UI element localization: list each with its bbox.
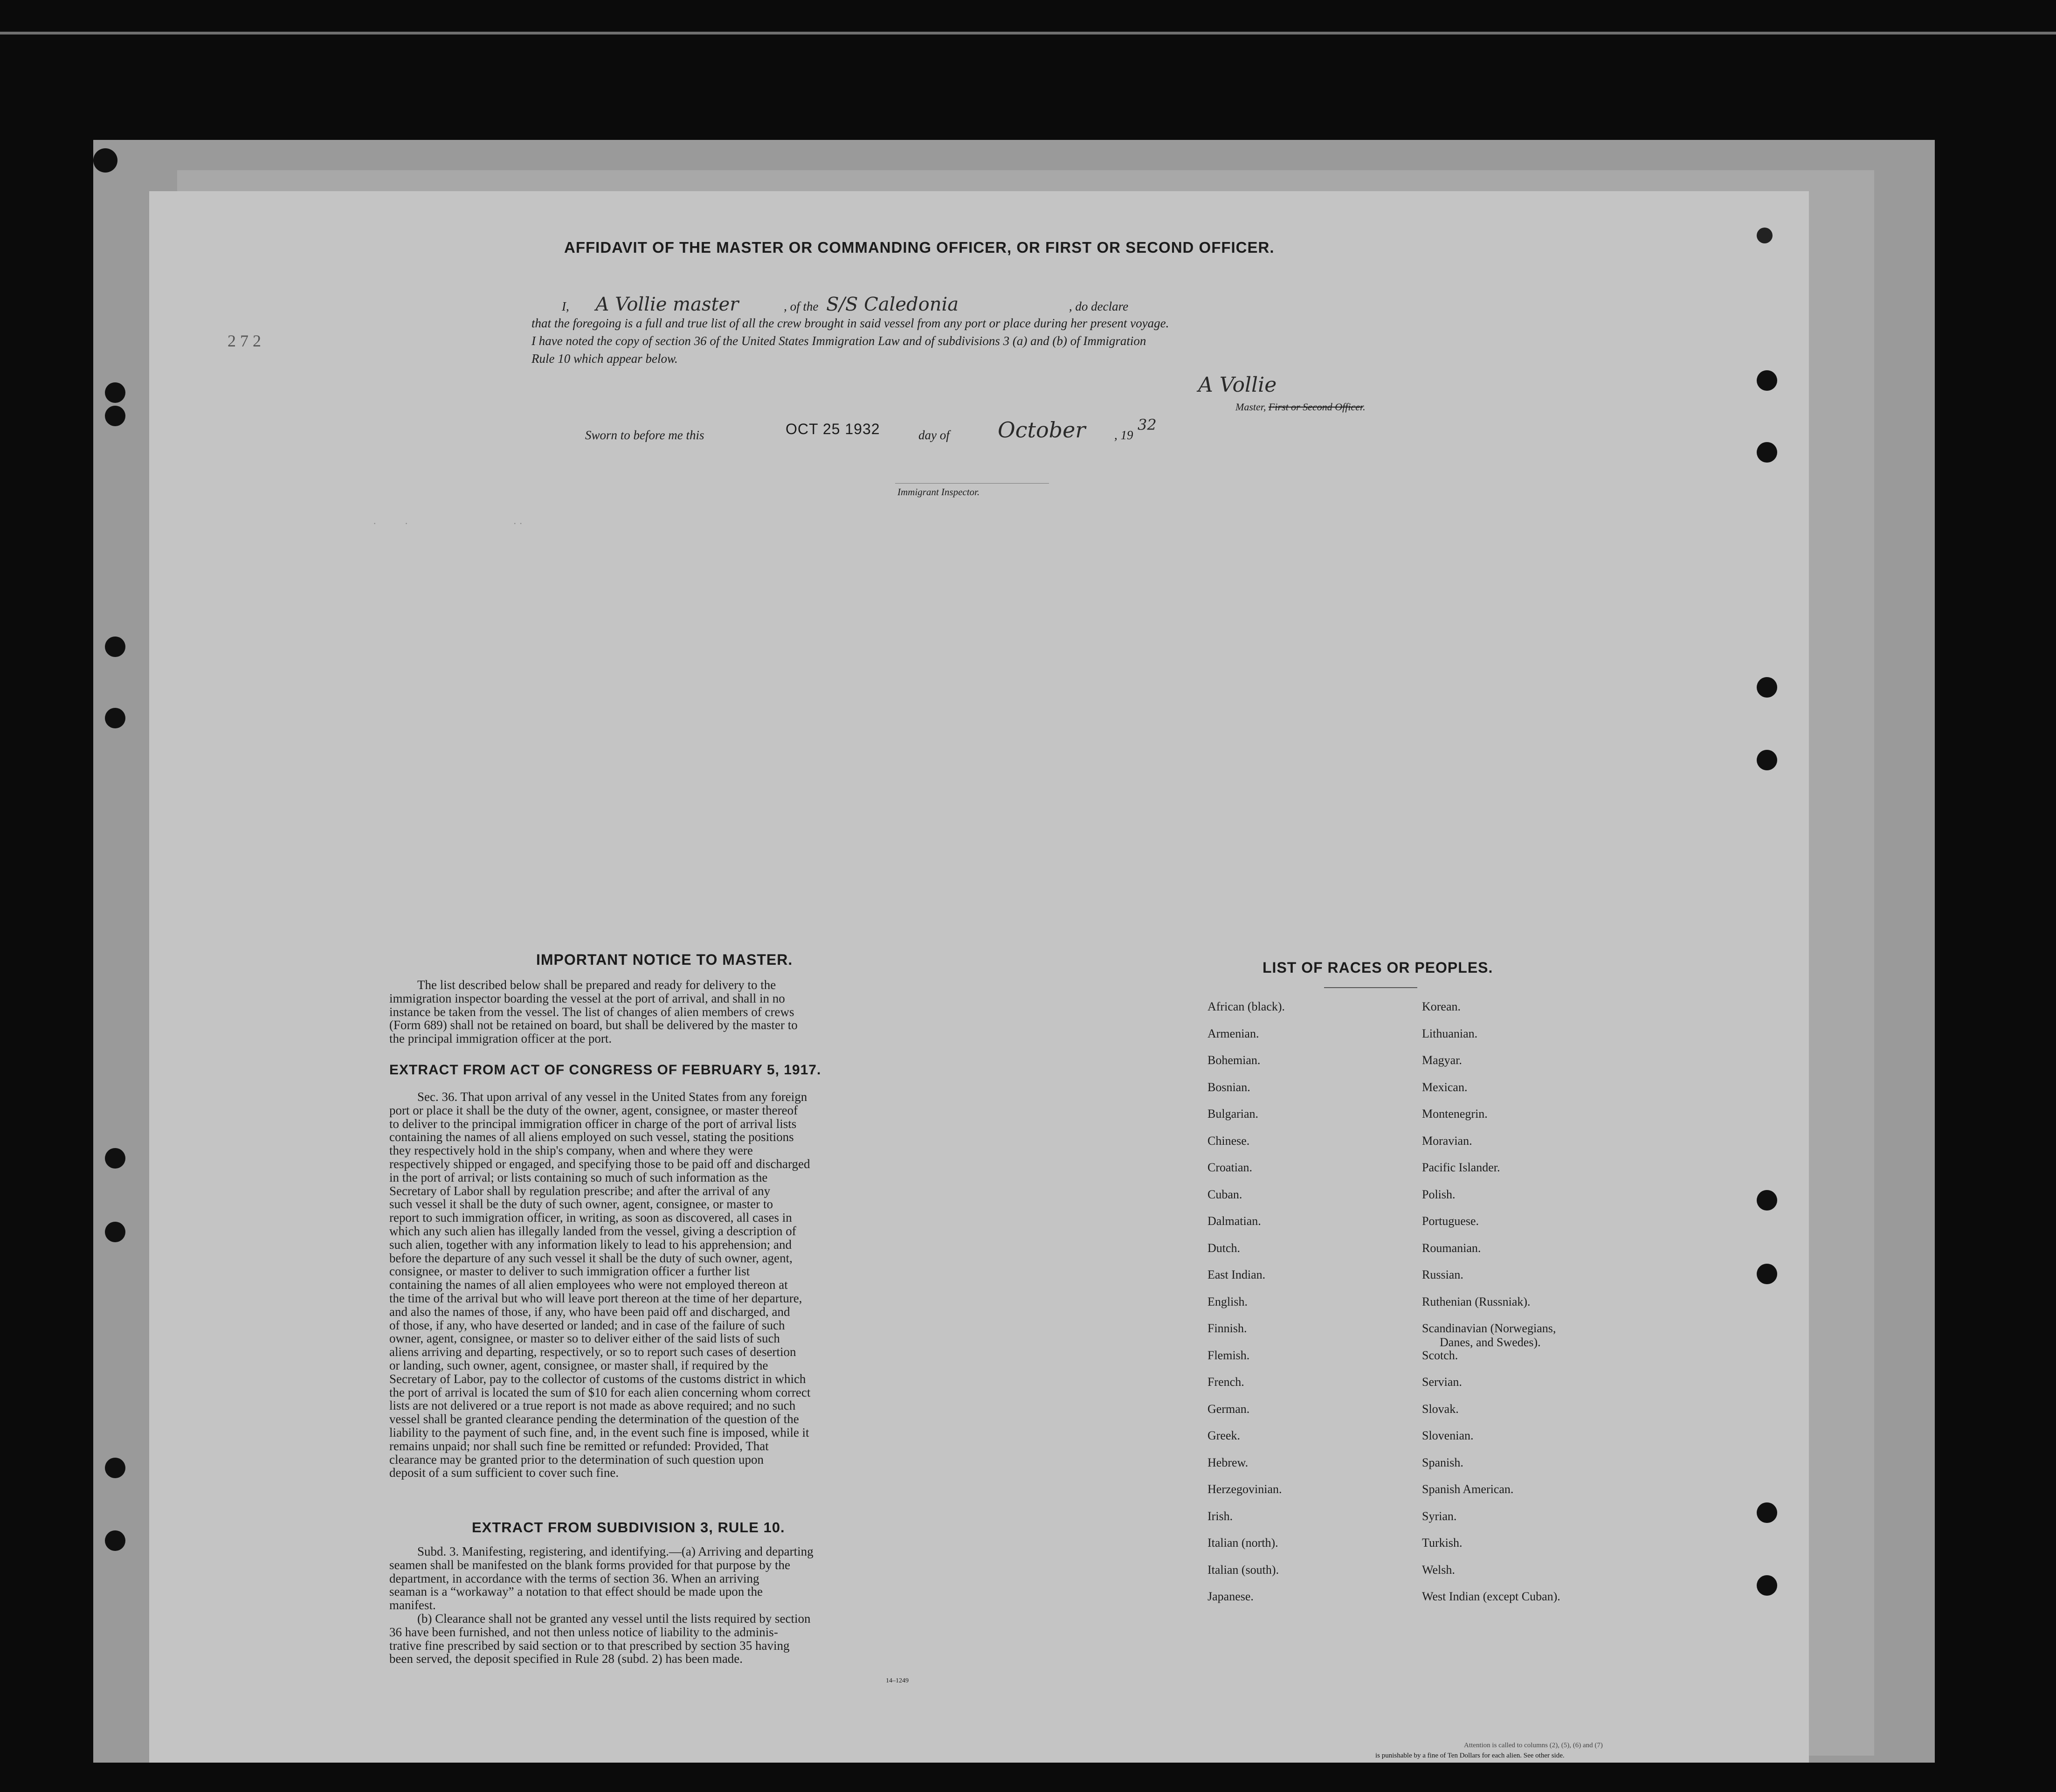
race-item: French. xyxy=(1207,1375,1244,1389)
race-item: Lithuanian. xyxy=(1422,1026,1478,1040)
affidavit-line-3: I have noted the copy of section 36 of the United States Immigration Law and of subdivisions 3 (a) and (b) of Immigration xyxy=(531,334,1146,348)
race-item: Cuban. xyxy=(1207,1187,1242,1201)
binder-hole-icon xyxy=(105,1458,125,1478)
race-item: Bosnian. xyxy=(1207,1080,1250,1094)
act-line: clearance may be granted prior to the determination of such question upon xyxy=(389,1452,764,1467)
race-item-continuation: Danes, and Swedes). xyxy=(1440,1335,1541,1349)
races-rule xyxy=(1324,987,1417,988)
binder-hole-icon xyxy=(105,406,125,426)
sworn-text: Sworn to before me this xyxy=(585,428,704,442)
binder-hole-icon xyxy=(1757,1575,1777,1596)
act-line: vessel shall be granted clearance pending the determination of the question of the xyxy=(389,1412,799,1426)
race-item: Bohemian. xyxy=(1207,1053,1261,1067)
race-item: Moravian. xyxy=(1422,1134,1472,1148)
extract-act-heading: EXTRACT FROM ACT OF CONGRESS OF FEBRUARY 5, 1917. xyxy=(389,1062,821,1078)
notice-line: (Form 689) shall not be retained on board, but shall be delivered by the master to xyxy=(389,1018,798,1032)
binder-hole-icon xyxy=(105,1148,125,1169)
race-item: Welsh. xyxy=(1422,1563,1455,1577)
race-item: Turkish. xyxy=(1422,1536,1463,1550)
race-item: Spanish American. xyxy=(1422,1482,1514,1496)
signature-caption-struck: First or Second Officer xyxy=(1268,401,1363,413)
act-line: in the port of arrival; or lists containing so much of such information as the xyxy=(389,1170,768,1184)
year-handwritten: 32 xyxy=(1138,416,1157,434)
race-item: Russian. xyxy=(1422,1268,1463,1281)
act-line: respectively shipped or engaged, and specifying those to be paid off and discharged xyxy=(389,1156,810,1171)
binder-hole-icon xyxy=(1757,677,1777,698)
rule-line: seamen shall be manifested on the blank forms provided for that purpose by the xyxy=(389,1557,791,1572)
race-item: Scotch. xyxy=(1422,1348,1458,1362)
affidavit-prefix: I, xyxy=(562,299,569,313)
race-item: African (black). xyxy=(1207,1000,1285,1013)
act-line: deposit of a sum sufficient to cover such fine. xyxy=(389,1466,619,1480)
act-line: report to such immigration officer, in writing, as soon as discovered, all cases in xyxy=(389,1211,792,1225)
race-item: Japanese. xyxy=(1207,1590,1254,1603)
act-line: lists are not delivered or a true report is not made as above required; and no such xyxy=(389,1398,796,1413)
affidavit-line-4: Rule 10 which appear below. xyxy=(531,352,678,366)
affidavit-title: AFFIDAVIT OF THE MASTER OR COMMANDING OFFICER, OR FIRST OR SECOND OFFICER. xyxy=(564,239,1275,256)
notice-paragraph xyxy=(389,978,942,1045)
race-item: Finnish. xyxy=(1207,1322,1247,1335)
act-line: owner, agent, consignee, or master so to deliver either of the said lists of such xyxy=(389,1331,780,1346)
race-item: Roumanian. xyxy=(1422,1241,1481,1255)
races-heading: LIST OF RACES OR PEOPLES. xyxy=(1263,959,1493,976)
act-line: they respectively hold in the ship's company, when and where they were xyxy=(389,1143,753,1158)
scanner-edge xyxy=(0,32,2056,35)
rule-line: department, in accordance with the terms of section 36. When an arriving xyxy=(389,1571,759,1585)
act-line: containing the names of all aliens employed on such vessel, stating the positions xyxy=(389,1130,794,1144)
race-item: Portuguese. xyxy=(1422,1214,1479,1228)
act-line: remains unpaid; nor shall such fine be remitted or refunded: Provided, That xyxy=(389,1439,769,1453)
binder-hole-icon xyxy=(1757,1264,1777,1284)
race-item: Servian. xyxy=(1422,1375,1462,1389)
act-line: or landing, such owner, agent, consignee, or master shall, if required by the xyxy=(389,1358,768,1372)
race-item: West Indian (except Cuban). xyxy=(1422,1590,1560,1603)
binder-hole-icon xyxy=(1757,1502,1777,1523)
extract-rule-paragraph xyxy=(389,1545,942,1666)
race-item: Scandinavian (Norwegians, xyxy=(1422,1322,1556,1335)
binder-hole-icon xyxy=(105,708,125,728)
binder-hole-icon xyxy=(93,148,117,173)
race-item: German. xyxy=(1207,1402,1250,1416)
extract-act-paragraph xyxy=(389,1090,942,1480)
race-item: Bulgarian. xyxy=(1207,1107,1259,1121)
rule-line: Subd. 3. Manifesting, registering, and identifying.—(a) Arriving and departing xyxy=(417,1544,814,1558)
act-line: of those, if any, who have deserted or landed; and in case of the failure of such xyxy=(389,1318,785,1332)
notice-line: instance be taken from the vessel. The list of changes of alien members of crews xyxy=(389,1004,794,1019)
race-item: Armenian. xyxy=(1207,1026,1259,1040)
extract-rule-heading: EXTRACT FROM SUBDIVISION 3, RULE 10. xyxy=(472,1519,785,1536)
inspector-caption: Immigrant Inspector. xyxy=(897,486,980,498)
rule-line: (b) Clearance shall not be granted any vessel until the lists required by section xyxy=(417,1611,811,1626)
vessel-name-handwritten: S/S Caledonia xyxy=(826,294,959,315)
act-line: and also the names of those, if any, who have been paid off and discharged, and xyxy=(389,1304,790,1319)
affidavit-page xyxy=(149,191,1809,1763)
act-line: consignee, or master to deliver to such immigration officer a further list xyxy=(389,1264,750,1279)
act-line: Sec. 36. That upon arrival of any vessel in the United States from any foreign xyxy=(417,1090,807,1104)
act-line: such alien, together with any information likely to lead to his apprehension; and xyxy=(389,1237,792,1252)
form-number: 14–1249 xyxy=(886,1677,909,1684)
day-of-text: day of xyxy=(918,428,950,442)
margin-number: 2 7 2 xyxy=(228,332,261,350)
race-item: Italian (south). xyxy=(1207,1563,1279,1577)
bottom-note xyxy=(1375,1740,1603,1761)
act-line: Secretary of Labor shall by regulation prescribe; and after the arrival of any xyxy=(389,1183,771,1198)
affidavit-do-declare: , do declare xyxy=(1069,299,1129,313)
signature-caption-master: Master, xyxy=(1235,401,1266,413)
rule-line: trative fine prescribed by said section or to that prescribed by section 35 having xyxy=(389,1638,790,1653)
binder-hole-icon xyxy=(105,637,125,657)
binder-hole-icon xyxy=(105,382,125,403)
binder-hole-icon xyxy=(1757,1190,1777,1211)
race-item: Dalmatian. xyxy=(1207,1214,1261,1228)
race-item: Magyar. xyxy=(1422,1053,1462,1067)
race-item: Greek. xyxy=(1207,1429,1241,1442)
race-item: Mexican. xyxy=(1422,1080,1468,1094)
act-line: containing the names of all alien employees who were not employed thereon at xyxy=(389,1278,788,1292)
act-line: such vessel it shall be the duty of such owner, agent, consignee, or master to xyxy=(389,1197,773,1211)
race-item: Slovenian. xyxy=(1422,1429,1474,1442)
race-item: Chinese. xyxy=(1207,1134,1250,1148)
race-item: English. xyxy=(1207,1294,1248,1308)
act-line: Secretary of Labor, pay to the collector of customs of the customs district in which xyxy=(389,1371,806,1386)
rule-line: manifest. xyxy=(389,1598,436,1612)
bottom-note-line-1: Attention is called to columns (2), (5), (6) and (7) xyxy=(1464,1742,1603,1749)
signature-caption-end: . xyxy=(1363,401,1366,413)
race-item: East Indian. xyxy=(1207,1268,1266,1281)
race-item: Flemish. xyxy=(1207,1348,1250,1362)
binder-hole-icon xyxy=(105,1222,125,1242)
binder-hole-icon xyxy=(1757,750,1777,770)
rule-line: 36 have been furnished, and not then unless notice of liability to the adminis- xyxy=(389,1625,778,1639)
race-item: Hebrew. xyxy=(1207,1455,1249,1469)
race-item: Montenegrin. xyxy=(1422,1107,1488,1121)
notice-line: the principal immigration officer at the port. xyxy=(389,1031,612,1046)
binder-hole-icon xyxy=(1757,228,1773,243)
binder-hole-icon xyxy=(105,1530,125,1551)
month-handwritten: October xyxy=(998,417,1086,443)
affidavit-of-the: , of the xyxy=(784,299,819,313)
race-item: Spanish. xyxy=(1422,1455,1463,1469)
binder-hole-icon xyxy=(1757,442,1777,463)
race-item: Italian (north). xyxy=(1207,1536,1278,1550)
date-stamp: OCT 25 1932 xyxy=(786,421,880,437)
inspector-signature-line xyxy=(895,483,1049,484)
race-item: Dutch. xyxy=(1207,1241,1241,1255)
act-line: the time of the arrival but who will leave port thereon at the time of her departure, xyxy=(389,1291,802,1305)
bleedthrough-marks: · · · · xyxy=(373,518,523,529)
act-line: to deliver to the principal immigration officer in charge of the port of arrival lists xyxy=(389,1116,797,1131)
binder-hole-icon xyxy=(1757,370,1777,391)
rule-line: seaman is a “workaway” a notation to that effect should be made upon the xyxy=(389,1584,763,1599)
affidavit-line-2: that the foregoing is a full and true list of all the crew brought in said vessel from any port or place during her present voyage. xyxy=(531,316,1169,330)
signature-caption xyxy=(1235,401,1366,413)
race-item: Korean. xyxy=(1422,1000,1461,1013)
race-item: Ruthenian (Russniak). xyxy=(1422,1294,1531,1308)
act-line: port or place it shall be the duty of the owner, agent, consignee, or master thereof xyxy=(389,1103,798,1117)
master-name-handwritten: A Vollie master xyxy=(595,294,739,315)
notice-line: immigration inspector boarding the vessel at the port of arrival, and shall in no xyxy=(389,991,785,1005)
act-line: which any such alien has illegally landed from the vessel, giving a description of xyxy=(389,1224,796,1238)
race-item: Slovak. xyxy=(1422,1402,1459,1416)
notice-line: The list described below shall be prepared and ready for delivery to the xyxy=(417,978,776,992)
year-prefix: , 19 xyxy=(1114,428,1133,442)
race-item: Polish. xyxy=(1422,1187,1456,1201)
act-line: aliens arriving and departing, respectively, or so to report such cases of desertion xyxy=(389,1345,796,1359)
race-item: Syrian. xyxy=(1422,1509,1457,1523)
act-line: liability to the payment of such fine, and, in the event such fine is imposed, while it xyxy=(389,1425,809,1439)
rule-line: been served, the deposit specified in Rule 28 (subd. 2) has been made. xyxy=(389,1652,743,1666)
act-line: before the departure of any such vessel it shall be the duty of such owner, agent, xyxy=(389,1251,793,1265)
race-item: Pacific Islander. xyxy=(1422,1161,1500,1174)
bottom-note-line-2: is punishable by a fine of Ten Dollars for each alien. See other side. xyxy=(1375,1752,1565,1759)
race-item: Herzegovinian. xyxy=(1207,1482,1282,1496)
master-signature: A Vollie xyxy=(1198,373,1277,397)
race-item: Irish. xyxy=(1207,1509,1233,1523)
affidavit-line-1 xyxy=(562,294,1128,315)
race-item: Croatian. xyxy=(1207,1161,1253,1174)
notice-heading: IMPORTANT NOTICE TO MASTER. xyxy=(536,951,793,968)
act-line: the port of arrival is located the sum of $10 for each alien concerning whom correct xyxy=(389,1385,811,1399)
